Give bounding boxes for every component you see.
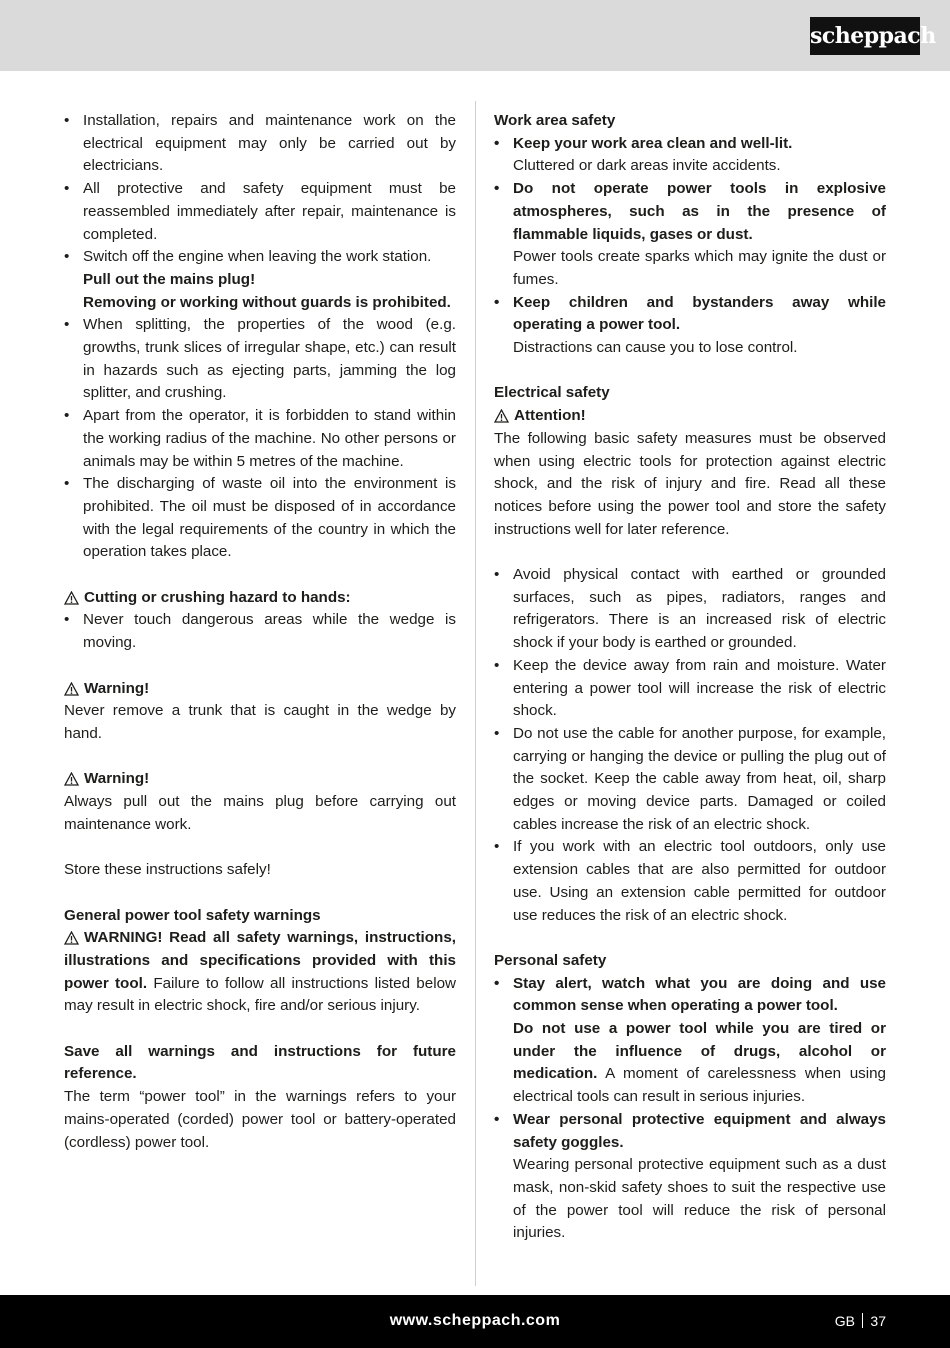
work-area-heading: Work area safety [494, 112, 616, 129]
warning-triangle-icon [494, 406, 509, 420]
list-item: • Avoid physical contact with earthed or grounded surfaces, such as pipes, radiators, ranges and refrigerators. There is an increased risk of electric shock if your body is earthed or grounded. [494, 566, 886, 652]
list-item: • Do not operate power tools in explosive atmospheres, such as in the presence of flammable liquids, gases or dust. Power tools create sparks which may ignite the dust or fumes. [494, 180, 886, 288]
maintenance-list [64, 110, 456, 564]
list-item: • Switch off the engine when leaving the work station. Pull out the mains plug! Removing or working without guards is prohibited. [64, 248, 451, 311]
cutting-hazard-heading: Cutting or crushing hazard to hands: [64, 587, 456, 610]
list-item: • Installation, repairs and maintenance work on the electrical equipment may only be carried out by electricians. [64, 112, 456, 175]
electrical-list [494, 564, 886, 927]
save-instructions-heading: Save all warnings and instructions for future reference. [64, 1042, 456, 1083]
electrical-safety-heading: Electrical safety [494, 384, 610, 402]
warning-text: Never remove a trunk that is caught in the wedge by hand. [64, 702, 456, 742]
left-column [64, 110, 456, 1154]
list-item: • Wear personal protective equipment and always safety goggles. Wearing personal protective equipment such as a dust mask, non-skid safety shoes to suit the respective use of the power tool will reduce the risk of personal injuries. [494, 1110, 886, 1242]
warning-triangle-icon [64, 588, 79, 602]
list-item: • The discharging of waste oil into the environment is prohibited. The oil must be disposed of in accordance with the legal requirements of the country in which the operation takes place. [64, 475, 456, 561]
brand-logo: scheppach [810, 17, 920, 55]
list-item: • If you work with an electric tool outdoors, only use extension cables that are also permitted for outdoor use. Using an extension cable permitted for outdoor use reduces the risk of an electric shock. [494, 838, 886, 924]
personal-safety-list [494, 973, 886, 1245]
warning-triangle-icon [64, 928, 79, 942]
power-tool-term-text: The term “power tool” in the warnings refers to your mains-operated (corded) power tool or battery-operated (cordless) power tool. [64, 1088, 456, 1151]
website-link[interactable]: www.scheppach.com [389, 1312, 561, 1329]
column-divider [475, 101, 476, 1286]
cutting-hazard-list [64, 609, 456, 654]
list-item: • Never touch dangerous areas while the wedge is moving. [64, 611, 456, 652]
list-item: • Apart from the operator, it is forbidden to stand within the working radius of the machine. No other persons or animals may be within 5 metres of the machine. [64, 407, 456, 470]
electrical-intro-text: The following basic safety measures must be observed when using electric tools for protection against electric shock, and the risk of injury and fire. Read all these notices before using the power tool and store the safety instructions well for later reference. [494, 429, 886, 538]
right-column [494, 110, 886, 1245]
warning-heading: Warning! [64, 768, 456, 791]
page-footer [0, 1295, 950, 1348]
list-item: • Keep the device away from rain and moisture. Water entering a power tool will increase the risk of electric shock. [494, 656, 886, 720]
work-area-list [494, 133, 886, 360]
attention-heading: Attention! [494, 405, 886, 428]
list-item: • When splitting, the properties of the wood (e.g. growths, trunk slices of irregular shape, etc.) can result in hazards such as ejecting parts, jamming the log splitter, and crushing. [64, 316, 456, 402]
store-instructions-text: Store these instructions safely! [64, 861, 271, 879]
general-warning-paragraph: WARNING! Read all safety warnings, instructions, illustrations and specifications provided with this power tool. Failure to follow all instructions listed below may result in electric shock, fire and/or serious injury. [64, 929, 456, 1015]
warning-triangle-icon [64, 679, 79, 693]
page-number-value: 37 [870, 1313, 886, 1329]
list-item: • Stay alert, watch what you are doing and use common sense when operating a power tool. Do not use a power tool while you are tired or under the influence of drugs, alcohol or medication. A moment of carelessness when using electrical tools can result in serious injuries. [494, 974, 886, 1106]
language-code: GB [834, 1313, 855, 1329]
list-item: • All protective and safety equipment must be reassembled immediately after repair, maintenance is completed. [64, 180, 456, 243]
warning-text: Always pull out the mains plug before carrying out maintenance work. [64, 793, 456, 833]
list-item: • Do not use the cable for another purpose, for example, carrying or hanging the device or pulling the plug out of the socket. Keep the cable away from heat, oil, sharp edges or moving device parts. Damaged or coiled cables increase the risk of an electric shock. [494, 724, 886, 833]
page-header [0, 0, 950, 71]
personal-safety-heading: Personal safety [494, 951, 607, 969]
general-safety-heading: General power tool safety warnings [64, 906, 321, 924]
list-item: • Keep children and bystanders away while operating a power tool. Distractions can cause you to lose control. [494, 293, 886, 357]
warning-triangle-icon [64, 769, 79, 783]
list-item: • Keep your work area clean and well-lit. Cluttered or dark areas invite accidents. [494, 134, 793, 175]
page-number [835, 1310, 886, 1332]
warning-heading: Warning! [64, 678, 456, 701]
